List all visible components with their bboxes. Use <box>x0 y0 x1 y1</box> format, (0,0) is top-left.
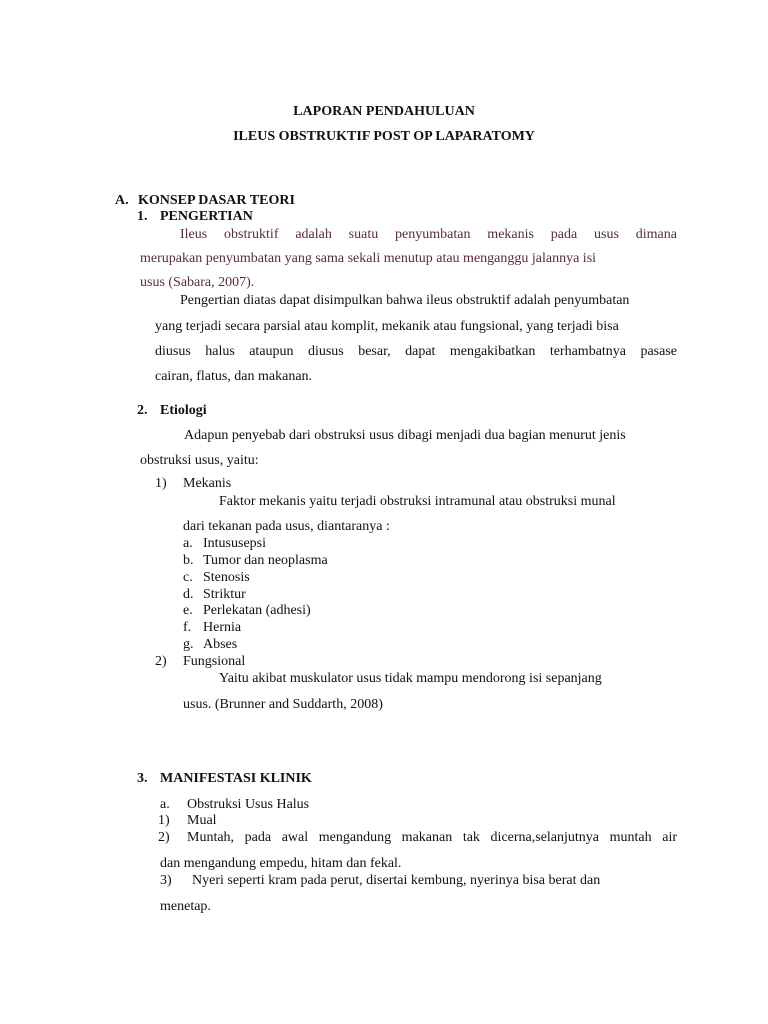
list-marker: 3) <box>160 873 172 888</box>
list-marker: b. <box>183 553 194 568</box>
text-line: Adapun penyebab dari obstruksi usus dibagi menjadi dua bagian menurut jenis <box>184 428 626 443</box>
document-subtitle: ILEUS OBSTRUKTIF POST OP LAPARATOMY <box>233 129 535 144</box>
text-line: Yaitu akibat muskulator usus tidak mampu mendorong isi sepanjang <box>219 671 602 686</box>
list-marker: 2) <box>158 830 170 845</box>
list-label: Perlekatan (adhesi) <box>203 603 311 618</box>
section-marker: A. <box>115 193 129 208</box>
list-label: Stenosis <box>203 570 250 585</box>
list-marker: 2) <box>155 654 167 669</box>
text-line: Pengertian diatas dapat disimpulkan bahwa ileus obstruktif adalah penyumbatan <box>180 293 630 308</box>
list-label: Hernia <box>203 620 242 635</box>
text-line: yang terjadi secara parsial atau komplit, mekanik atau fungsional, yang terjadi bisa <box>155 319 619 334</box>
list-marker: e. <box>183 603 193 618</box>
text-line: usus. (Brunner and Suddarth, 2008) <box>183 697 383 712</box>
list-marker: d. <box>183 587 194 602</box>
list-label: Muntah, pada awal mengandung makanan tak dicerna,selanjutnya muntah air <box>187 830 677 845</box>
text-line: Ileus obstruktif adalah suatu penyumbatan mekanis pada usus dimana <box>180 227 677 242</box>
list-marker: a. <box>183 536 193 551</box>
list-marker: a. <box>160 797 170 812</box>
list-label: Mual <box>187 813 217 828</box>
list-label: Fungsional <box>183 654 246 669</box>
text-line: dari tekanan pada usus, diantaranya : <box>183 519 390 534</box>
heading-marker: 2. <box>137 403 148 418</box>
list-marker: g. <box>183 637 194 652</box>
text-line: dan mengandung empedu, hitam dan fekal. <box>160 856 402 871</box>
list-label: Abses <box>203 637 238 652</box>
list-label: Striktur <box>203 587 246 602</box>
list-label: Intususepsi <box>203 536 266 551</box>
list-label: Mekanis <box>183 476 232 491</box>
list-label: Tumor dan neoplasma <box>203 553 328 568</box>
text-line: cairan, flatus, dan makanan. <box>155 369 313 384</box>
text-line: merupakan penyumbatan yang sama sekali menutup atau menganggu jalannya isi <box>140 251 597 266</box>
list-label: Obstruksi Usus Halus <box>187 797 310 812</box>
heading-label: Etiologi <box>160 403 207 418</box>
text-line: menetap. <box>160 899 211 914</box>
section-label: KONSEP DASAR TEORI <box>138 193 295 208</box>
list-marker: c. <box>183 570 193 585</box>
list-label: Nyeri seperti kram pada perut, disertai kembung, nyerinya bisa berat dan <box>192 873 601 888</box>
text-line: usus (Sabara, 2007). <box>140 275 255 290</box>
text-line: diusus halus ataupun diusus besar, dapat mengakibatkan terhambatnya pasase <box>155 344 677 359</box>
list-marker: 1) <box>155 476 167 491</box>
text-line: obstruksi usus, yaitu: <box>140 453 259 468</box>
heading-label: PENGERTIAN <box>160 209 253 224</box>
list-marker: f. <box>183 620 192 635</box>
list-marker: 1) <box>158 813 170 828</box>
heading-marker: 1. <box>137 209 148 224</box>
text-line: Faktor mekanis yaitu terjadi obstruksi intramunal atau obstruksi munal <box>219 494 616 509</box>
heading-marker: 3. <box>137 771 148 786</box>
document-title: LAPORAN PENDAHULUAN <box>293 104 475 119</box>
heading-label: MANIFESTASI KLINIK <box>160 771 312 786</box>
